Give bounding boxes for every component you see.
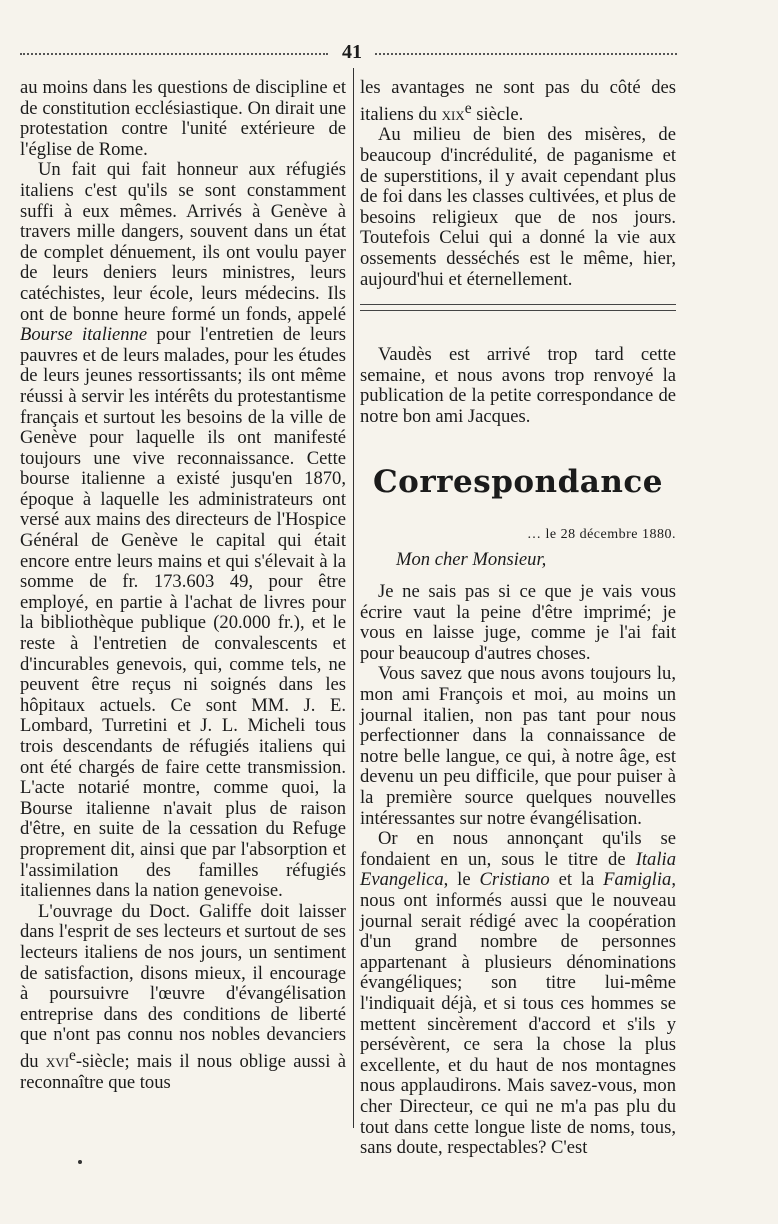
- left-column: [20, 78, 346, 1093]
- paragraph: [20, 902, 346, 1094]
- section-separator: [360, 304, 676, 311]
- paragraph: [360, 829, 676, 1159]
- text: siècle.: [471, 103, 524, 125]
- header-ornament-left: [20, 53, 328, 55]
- letter-salutation: Mon cher Monsieur,: [396, 548, 547, 570]
- header-ornament-right: [375, 53, 677, 55]
- superscript: e: [464, 99, 472, 117]
- text: les avantages ne sont pas du côté des italiens du: [360, 77, 676, 125]
- page-number: 41: [342, 41, 362, 63]
- italic-term: Famiglia: [603, 869, 672, 891]
- text: -siècle; mais il nous oblige aussi à reconnaître que tous: [20, 1051, 346, 1093]
- editorial-notice: Vaudès est arrivé trop tard cette semaine, et nous avons trop renvoyé la publication de la petite correspondance de notre bon ami Jacques.: [360, 344, 676, 427]
- column-divider: [353, 68, 354, 1128]
- superscript: e: [69, 1046, 76, 1064]
- page-header: [20, 40, 676, 64]
- text: Or en nous annonçant qu'ils se fondaient en un, sous le titre de: [360, 828, 676, 870]
- italic-term: Bourse italienne: [20, 324, 148, 346]
- century-numeral: xix: [441, 103, 465, 125]
- paragraph: Vous savez que nous avons toujours lu, mon ami François et moi, au moins un journal italien, non pas tant pour nous perfectionner dans la connaissance de notre belle langue, ce qui, à notre âge, est devenu un peu difficile, que pour puiser à la première source quelques nouvelles intéressantes sur notre évangélisation.: [360, 663, 676, 829]
- paper-speck: [78, 1160, 82, 1164]
- text: , le: [443, 869, 480, 891]
- text: pour l'entretien de leurs pauvres et de leurs malades, pour les études de leurs jeunes ressortissants; ils ont même réussi à servir les intérêts du protestantisme français et surtout les besoins de la ville de Genève pour laquelle ils ont manifesté toujours une vive reconnaissance. Cette bourse italienne a existé jusqu'en 1870, époque à laquelle les administrateurs ont versé aux mains des directeurs de l'Hospice Général de Genève le capital qui était encore entre leurs mains et qui s'élevait à la somme de fr. 173.603 49, pour être employé, en partie à l'achat de livres pour la bibliothèque publique (20.000 fr.), et le reste à l'entretien de convalescents et d'incurables genevois, qui, comme tels, ne peuvent être reçus ni soignés dans les hôpitaux actuels. Ce sont MM. J. E. Lombard, Turretini et J. L. Micheli tous trois descendants de réfugiés italiens qui ont été chargés de faire cette transmission. L'acte notarié montre, comme quoi, la Bourse italienne n'avait plus de raison d'être, en suite de la cessation du Refuge proprement dit, ainsi que par l'absorption et l'assimilation des familles réfugiés italiennes dans la nation genevoise.: [20, 324, 346, 902]
- century-numeral: xvi: [45, 1051, 70, 1073]
- paragraph: [360, 78, 676, 125]
- text: , nous ont informés aussi que le nouveau journal serait rédigé avec la coopération d'un grand nombre de personnes appartenant à plusieurs dénominations évangéliques; son titre lui-même l'indiquait déjà, et si tous ces hommes se mettent sincèrement d'accord et s'ils y persévèrent, ce sera la chose la plus excellente, et du haut de nos montagnes nous applaudirons. Mais savez-vous, mon cher Directeur, ce qui ne m'a pas plu du tout dans cette longue liste de noms, tous, sans doute, respectables? C'est: [360, 869, 676, 1159]
- text: L'ouvrage du Doct. Galiffe doit laisser dans l'esprit de ses lecteurs et surtout de ses lecteurs italiens de nos jours, un sentiment de satisfaction, disons mieux, il encourage à poursuivre l'œuvre d'évangélisation entreprise dans des conditions de liberté que n'ont pas connu nos nobles devanciers du: [20, 900, 346, 1073]
- italic-term: Cristiano: [479, 869, 550, 891]
- paragraph: Je ne sais pas si ce que je vais vous écrire vaut la peine d'être imprimé; je vous en laisse juge, comme je l'ai fait pour beaucoup d'autres choses.: [360, 581, 676, 664]
- text: Un fait qui fait honneur aux réfugiés italiens c'est qu'ils se sont constamment suffi à eux mêmes. Arrivés à Genève à travers mille dangers, souvent dans un état de complet dénuement, ils ont voulu payer de leurs deniers leurs ministres, leurs catéchistes, leur école, leurs médecins. Ils ont de bonne heure formé un fonds, appelé: [20, 159, 346, 325]
- letter-dateline: … le 28 décembre 1880.: [526, 526, 676, 542]
- paragraph: Au milieu de bien des misères, de beaucoup d'incrédulité, de paganisme et de superstitions, il y avait cependant plus de foi dans les classes cultivées, et plus de besoins religieux que de nos jours. Toutefois Celui qui a donné la vie aux ossements desséchés est le même, hier, aujourd'hui et éternellement.: [360, 124, 676, 290]
- text: et la: [549, 869, 604, 891]
- section-heading: Correspondance: [373, 463, 663, 500]
- paragraph: [20, 160, 346, 901]
- paragraph: au moins dans les questions de discipline et de constitution ecclésiastique. On dirait une protestation contre l'unité extérieure de l'église de Rome.: [20, 77, 346, 160]
- italic-term: Italia Evangelica: [360, 848, 676, 891]
- right-column: [360, 78, 676, 1159]
